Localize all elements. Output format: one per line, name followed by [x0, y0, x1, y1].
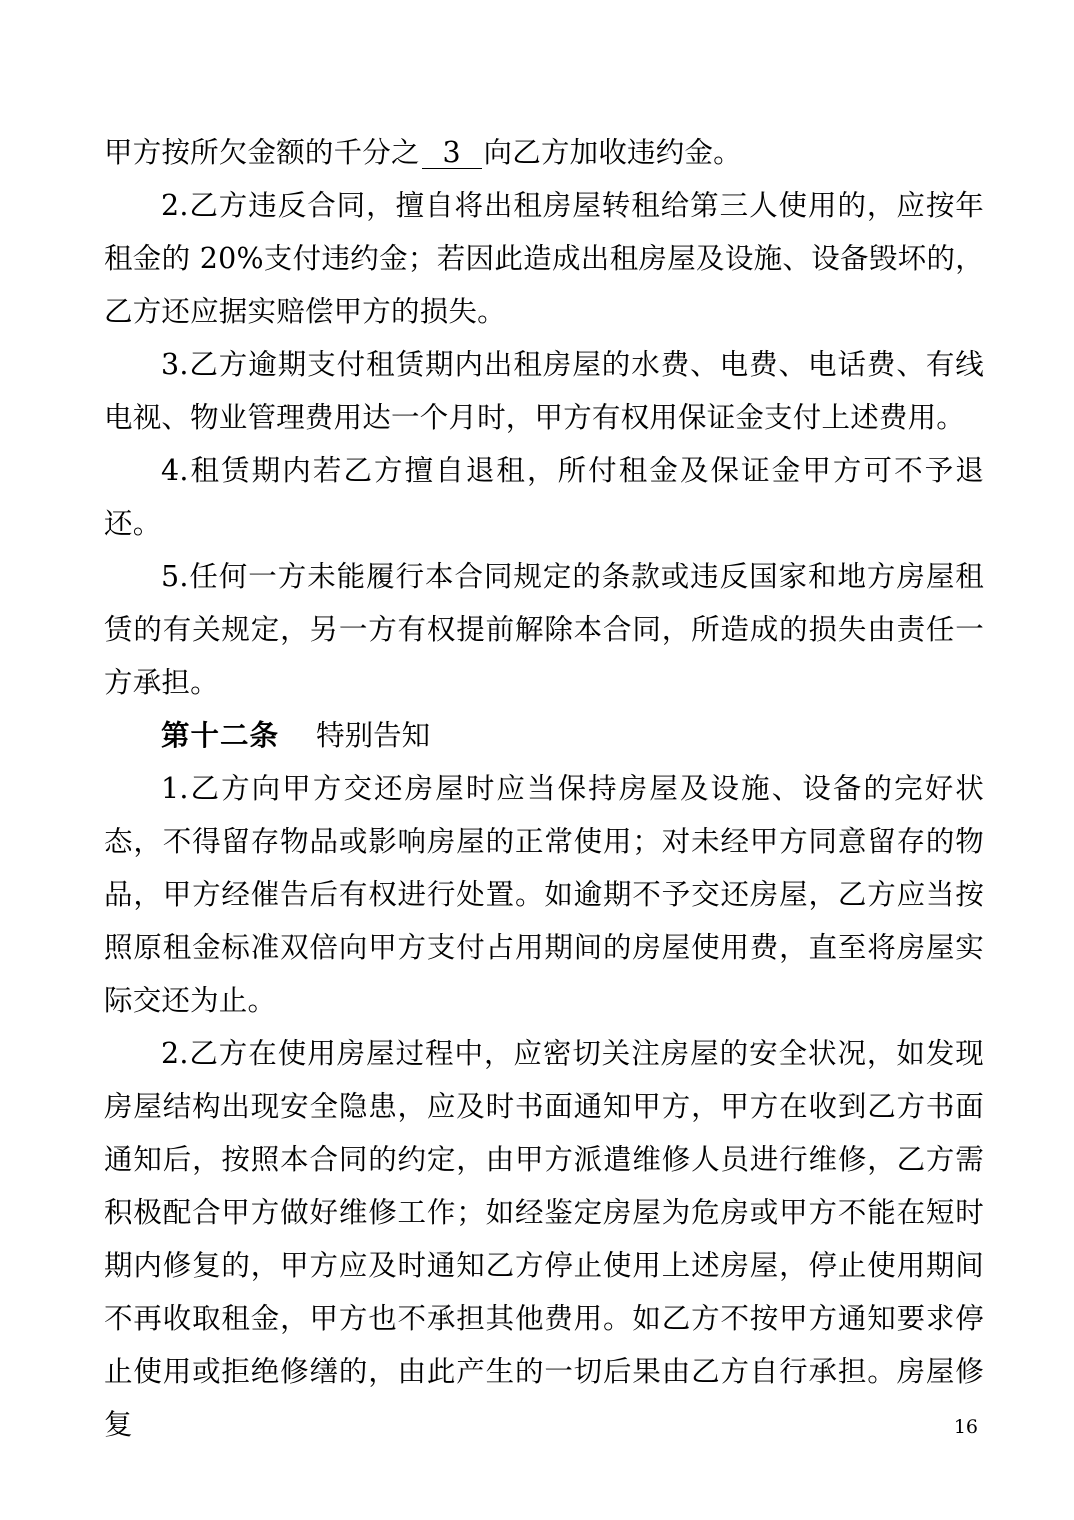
- paragraph-text: 5.任何一方未能履行本合同规定的条款或违反国家和地方房屋租赁的有关规定，另一方有权提前解除本合同，所造成的损失由责任一方承担。: [104, 560, 984, 699]
- paragraph: [104, 126, 984, 179]
- paragraph: [104, 338, 984, 444]
- paragraph-text: 甲方按所欠金额的千分之: [104, 136, 420, 169]
- paragraph-text: 1.乙方向甲方交还房屋时应当保持房屋及设施、设备的完好状态，不得留存物品或影响房屋的正常使用；对未经甲方同意留存的物品，甲方经催告后有权进行处置。如逾期不予交还房屋，乙方应当按照原租金标准双倍向甲方支付占用期间的房屋使用费，直至将房屋实际交还为止。: [104, 772, 984, 1017]
- page-number: 16: [953, 1416, 978, 1438]
- fill-in-blank-value[interactable]: 3: [422, 138, 482, 169]
- paragraph-text: 2.乙方在使用房屋过程中，应密切关注房屋的安全状况，如发现房屋结构出现安全隐患，应及时书面通知甲方，甲方在收到乙方书面通知后，按照本合同的约定，由甲方派遣维修人员进行维修，乙方需积极配合甲方做好维修工作；如经鉴定房屋为危房或甲方不能在短时期内修复的，甲方应及时通知乙方停止使用上述房屋，停止使用期间不再收取租金，甲方也不承担其他费用。如乙方不按甲方通知要求停止使用或拒绝修缮的，由此产生的一切后果由乙方自行承担。房屋修复: [104, 1037, 984, 1441]
- document-body: [104, 126, 984, 1451]
- section-heading: [104, 709, 984, 762]
- paragraph-text: 4.租赁期内若乙方擅自退租，所付租金及保证金甲方可不予退还。: [104, 454, 984, 540]
- paragraph-text: 3.乙方逾期支付租赁期内出租房屋的水费、电费、电话费、有线电视、物业管理费用达一个月时，甲方有权用保证金支付上述费用。: [104, 348, 984, 434]
- paragraph: [104, 1027, 984, 1451]
- paragraph: [104, 179, 984, 338]
- section-heading-title: 特别告知: [316, 719, 431, 752]
- paragraph: [104, 762, 984, 1027]
- paragraph: [104, 444, 984, 550]
- paragraph-text: 2.乙方违反合同，擅自将出租房屋转租给第三人使用的，应按年租金的 20%支付违约金；若因此造成出租房屋及设施、设备毁坏的，乙方还应据实赔偿甲方的损失。: [104, 189, 984, 328]
- paragraph-text: 向乙方加收违约金。: [483, 136, 742, 169]
- section-heading-number: 第十二条: [161, 718, 280, 752]
- paragraph: [104, 550, 984, 709]
